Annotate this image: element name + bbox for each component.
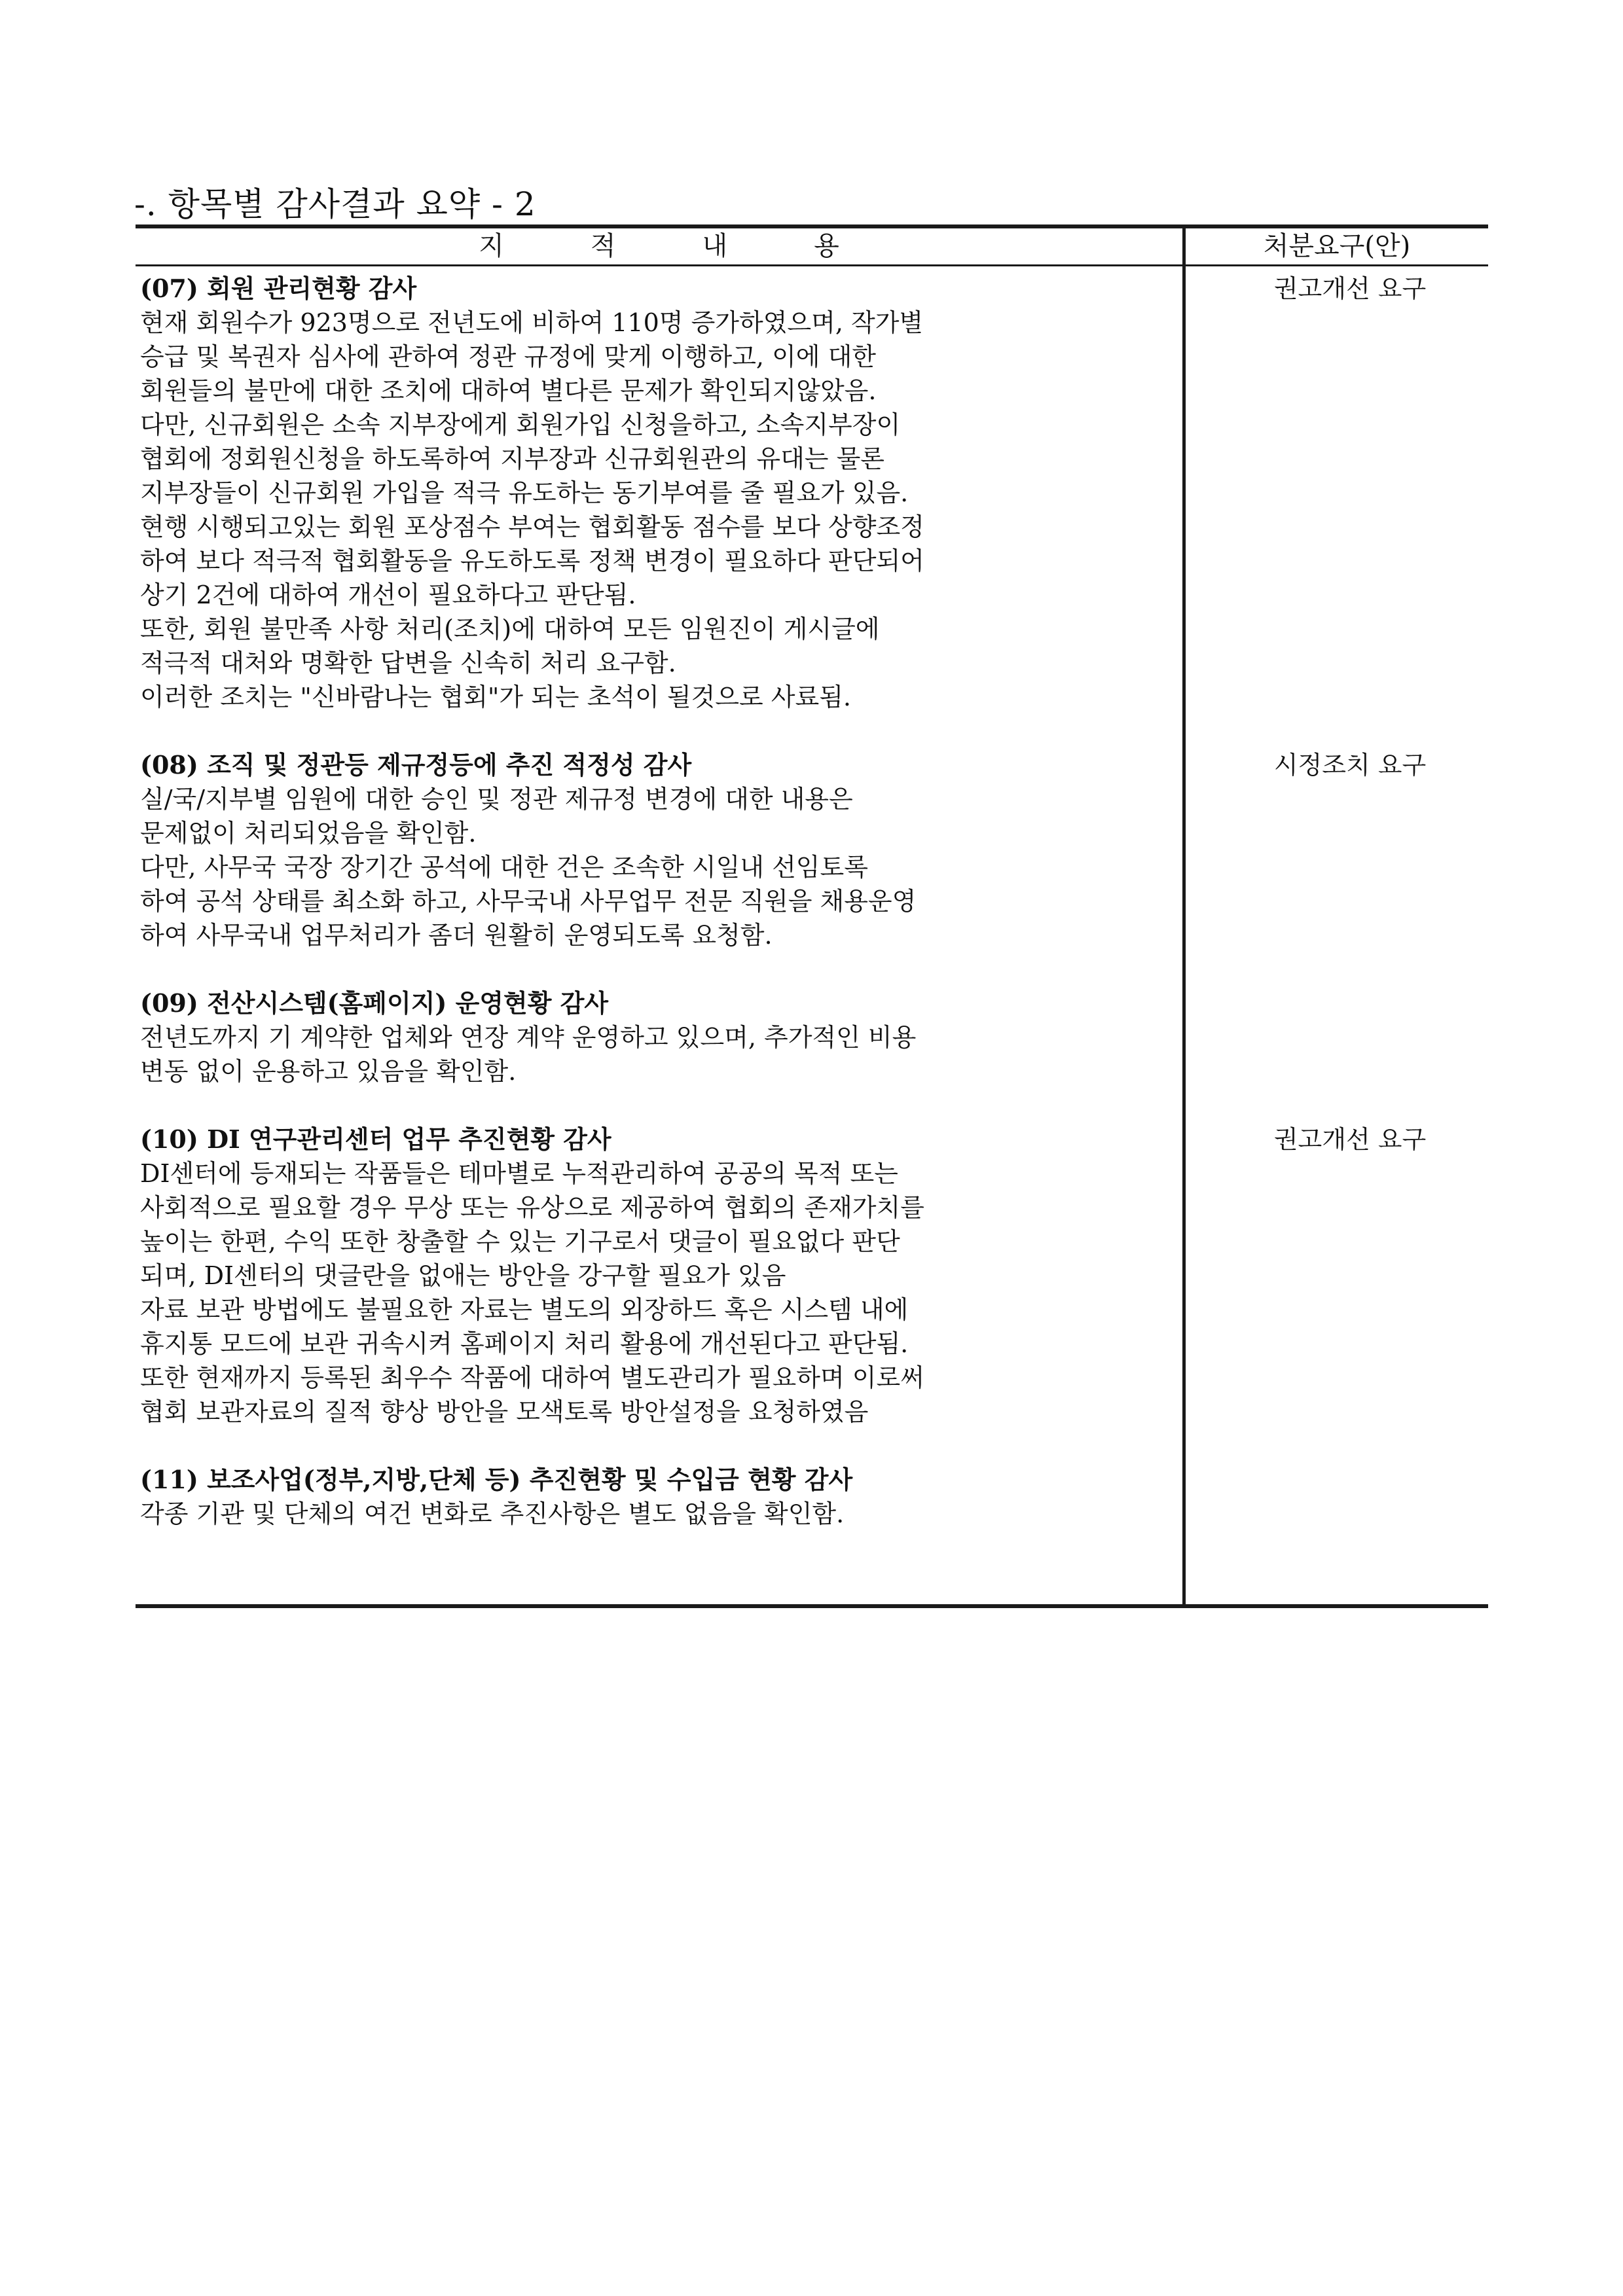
section-line: 승급 및 복권자 심사에 관하여 정관 규정에 맞게 이행하고, 이에 대한 <box>140 342 876 371</box>
header-content-char: 지 <box>479 231 504 261</box>
section-line: 회원들의 불만에 대한 조치에 대하여 별다른 문제가 확인되지않았음. <box>140 376 877 405</box>
section-line: 높이는 한편, 수익 또한 창출할 수 있는 기구로서 댓글이 필요없다 판단 <box>140 1227 900 1256</box>
section-line: 휴지통 모드에 보관 귀속시켜 홈페이지 처리 활용에 개선된다고 판단됨. <box>140 1329 909 1358</box>
header-content-char: 내 <box>702 231 728 261</box>
section-line: 변동 없이 운용하고 있음을 확인함. <box>140 1057 517 1086</box>
section-line: 적극적 대처와 명확한 답변을 신속히 처리 요구함. <box>140 649 676 677</box>
section-body <box>136 1122 1148 1429</box>
section-line: 다만, 신규회원은 소속 지부장에게 회원가입 신청을하고, 소속지부장이 <box>140 410 901 439</box>
section-heading: (11) 보조사업(정부,지방,단체 등) 추진현황 및 수입금 현황 감사 <box>140 1465 853 1494</box>
section-line: 각종 기관 및 단체의 여건 변화로 추진사항은 별도 없음을 확인함. <box>140 1499 845 1528</box>
section-line: 또한, 회원 불만족 사항 처리(조치)에 대하여 모든 임원진이 게시글에 <box>140 615 880 643</box>
section-action: 권고개선 요구 <box>1273 274 1427 303</box>
section-line: 협회 보관자료의 질적 향상 방안을 모색토록 방안설정을 요청하였음 <box>140 1397 869 1426</box>
audit-section-09 <box>136 986 1488 1088</box>
audit-section-08 <box>136 748 1488 952</box>
section-line: 또한 현재까지 등록된 최우수 작품에 대하여 별도관리가 필요하며 이로써 <box>140 1363 924 1392</box>
header-content-char: 용 <box>814 231 839 261</box>
audit-section-07 <box>136 272 1488 714</box>
section-action: 시정조치 요구 <box>1273 751 1427 780</box>
audit-summary-table <box>136 224 1488 1608</box>
section-list <box>136 272 1488 1531</box>
section-line: 현행 시행되고있는 회원 포상점수 부여는 협회활동 점수를 보다 상향조정 <box>140 512 924 541</box>
section-line: 문제없이 처리되었음을 확인함. <box>140 819 477 848</box>
section-line: 하여 사무국내 업무처리가 좀더 원활히 운영되도록 요청함. <box>140 921 773 950</box>
section-line: 협회에 정회원신청을 하도록하여 지부장과 신규회원관의 유대는 물론 <box>140 444 885 473</box>
section-line: 다만, 사무국 국장 장기간 공석에 대한 건은 조속한 시일내 선임토록 <box>140 853 868 882</box>
section-body <box>136 1463 1148 1531</box>
section-body <box>136 272 1148 714</box>
section-line: 현재 회원수가 923명으로 전년도에 비하여 110명 증가하였으며, 작가별 <box>140 308 924 337</box>
section-action: 권고개선 요구 <box>1273 1125 1427 1154</box>
section-line: 이러한 조치는 "신바람나는 협회"가 되는 초석이 될것으로 사료됨. <box>140 683 852 711</box>
section-line: 하여 공석 상태를 최소화 하고, 사무국내 사무업무 전문 직원을 채용운영 <box>140 887 917 916</box>
section-body <box>136 986 1148 1088</box>
page-title: -. 항목별 감사결과 요약 - 2 <box>134 185 536 223</box>
section-line: 지부장들이 신규회원 가입을 적극 유도하는 동기부여를 줄 필요가 있음. <box>140 478 909 507</box>
section-heading: (08) 조직 및 정관등 제규정등에 추진 적정성 감사 <box>140 750 692 780</box>
section-line: 전년도까지 기 계약한 업체와 연장 계약 운영하고 있으며, 추가적인 비용 <box>140 1023 917 1052</box>
audit-section-10 <box>136 1122 1488 1429</box>
table-bottom-rule <box>136 1604 1488 1608</box>
header-content-column <box>136 228 1182 264</box>
section-heading: (09) 전산시스템(홈페이지) 운영현황 감사 <box>140 988 609 1018</box>
section-line: 자료 보관 방법에도 불필요한 자료는 별도의 외장하드 혹은 시스템 내에 <box>140 1295 909 1324</box>
audit-section-11 <box>136 1463 1488 1531</box>
section-line: 하여 보다 적극적 협회활동을 유도하도록 정책 변경이 필요하다 판단되어 <box>140 547 924 575</box>
section-body <box>136 748 1148 952</box>
section-heading: (10) DI 연구관리센터 업무 추진현황 감사 <box>140 1124 611 1154</box>
table-header-rule <box>136 264 1488 266</box>
section-line: 상기 2건에 대하여 개선이 필요하다고 판단됨. <box>140 581 636 609</box>
header-action-column: 처분요구(안) <box>1263 231 1411 261</box>
section-line: 실/국/지부별 임원에 대한 승인 및 정관 제규정 변경에 대한 내용은 <box>140 785 853 814</box>
section-line: 되며, DI센터의 댓글란을 없애는 방안을 강구할 필요가 있음 <box>140 1261 786 1290</box>
header-content-char: 적 <box>590 231 616 261</box>
section-line: 사회적으로 필요할 경우 무상 또는 유상으로 제공하여 협회의 존재가치를 <box>140 1193 924 1222</box>
section-heading: (07) 회원 관리현황 감사 <box>140 274 417 303</box>
section-line: DI센터에 등재되는 작품들은 테마별로 누적관리하여 공공의 목적 또는 <box>140 1159 898 1188</box>
